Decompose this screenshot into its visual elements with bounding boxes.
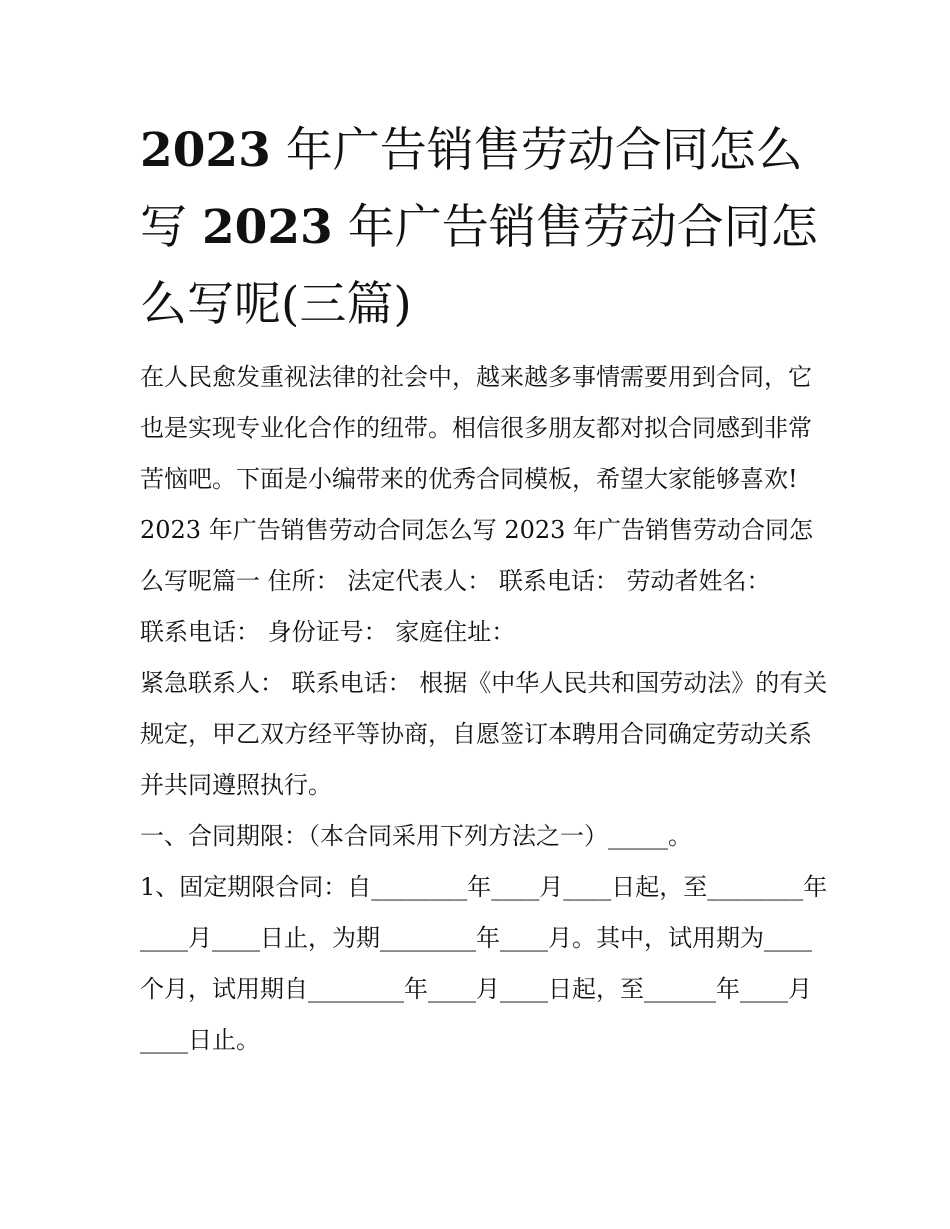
title-text-1: 年广告销售劳动合同怎么写 <box>140 123 803 255</box>
contract-term-heading: 一、合同期限：（本合同采用下列方法之一）_____。 <box>140 822 692 850</box>
document-title <box>140 112 820 343</box>
fixed-term-clause: 1、固定期限合同：自________年____月____日起，至________年____月____日止，为期________年____月。其中，试用期为____个月，试用期自________年____月____日起，至______年____月____日止。 <box>140 873 828 1054</box>
intro-paragraph: 在人民愈发重视法律的社会中，越来越多事情需要用到合同，它也是实现专业化合作的纽带。相信很多朋友都对拟合同感到非常苦恼吧。下面是小编带来的优秀合同模板，希望大家能够喜欢! <box>140 363 812 493</box>
legal-basis-paragraph: 紧急联系人： 联系电话： 根据《中华人民共和国劳动法》的有关规定，甲乙双方经平等协商，自愿签订本聘用合同确定劳动关系并共同遵照执行。 <box>140 669 828 799</box>
contract-heading-paragraph: 2023 年广告销售劳动合同怎么写 2023 年广告销售劳动合同怎么写呢篇一 住所： 法定代表人： 联系电话： 劳动者姓名： <box>140 516 814 595</box>
title-year-1: 2023 <box>140 123 271 178</box>
contact-info-paragraph: 联系电话： 身份证号： 家庭住址： <box>140 618 516 646</box>
title-text-2: 年广告销售劳动合同怎么写呢(三篇) <box>140 200 818 332</box>
title-year-2: 2023 <box>201 200 333 255</box>
document-body <box>140 352 830 1066</box>
